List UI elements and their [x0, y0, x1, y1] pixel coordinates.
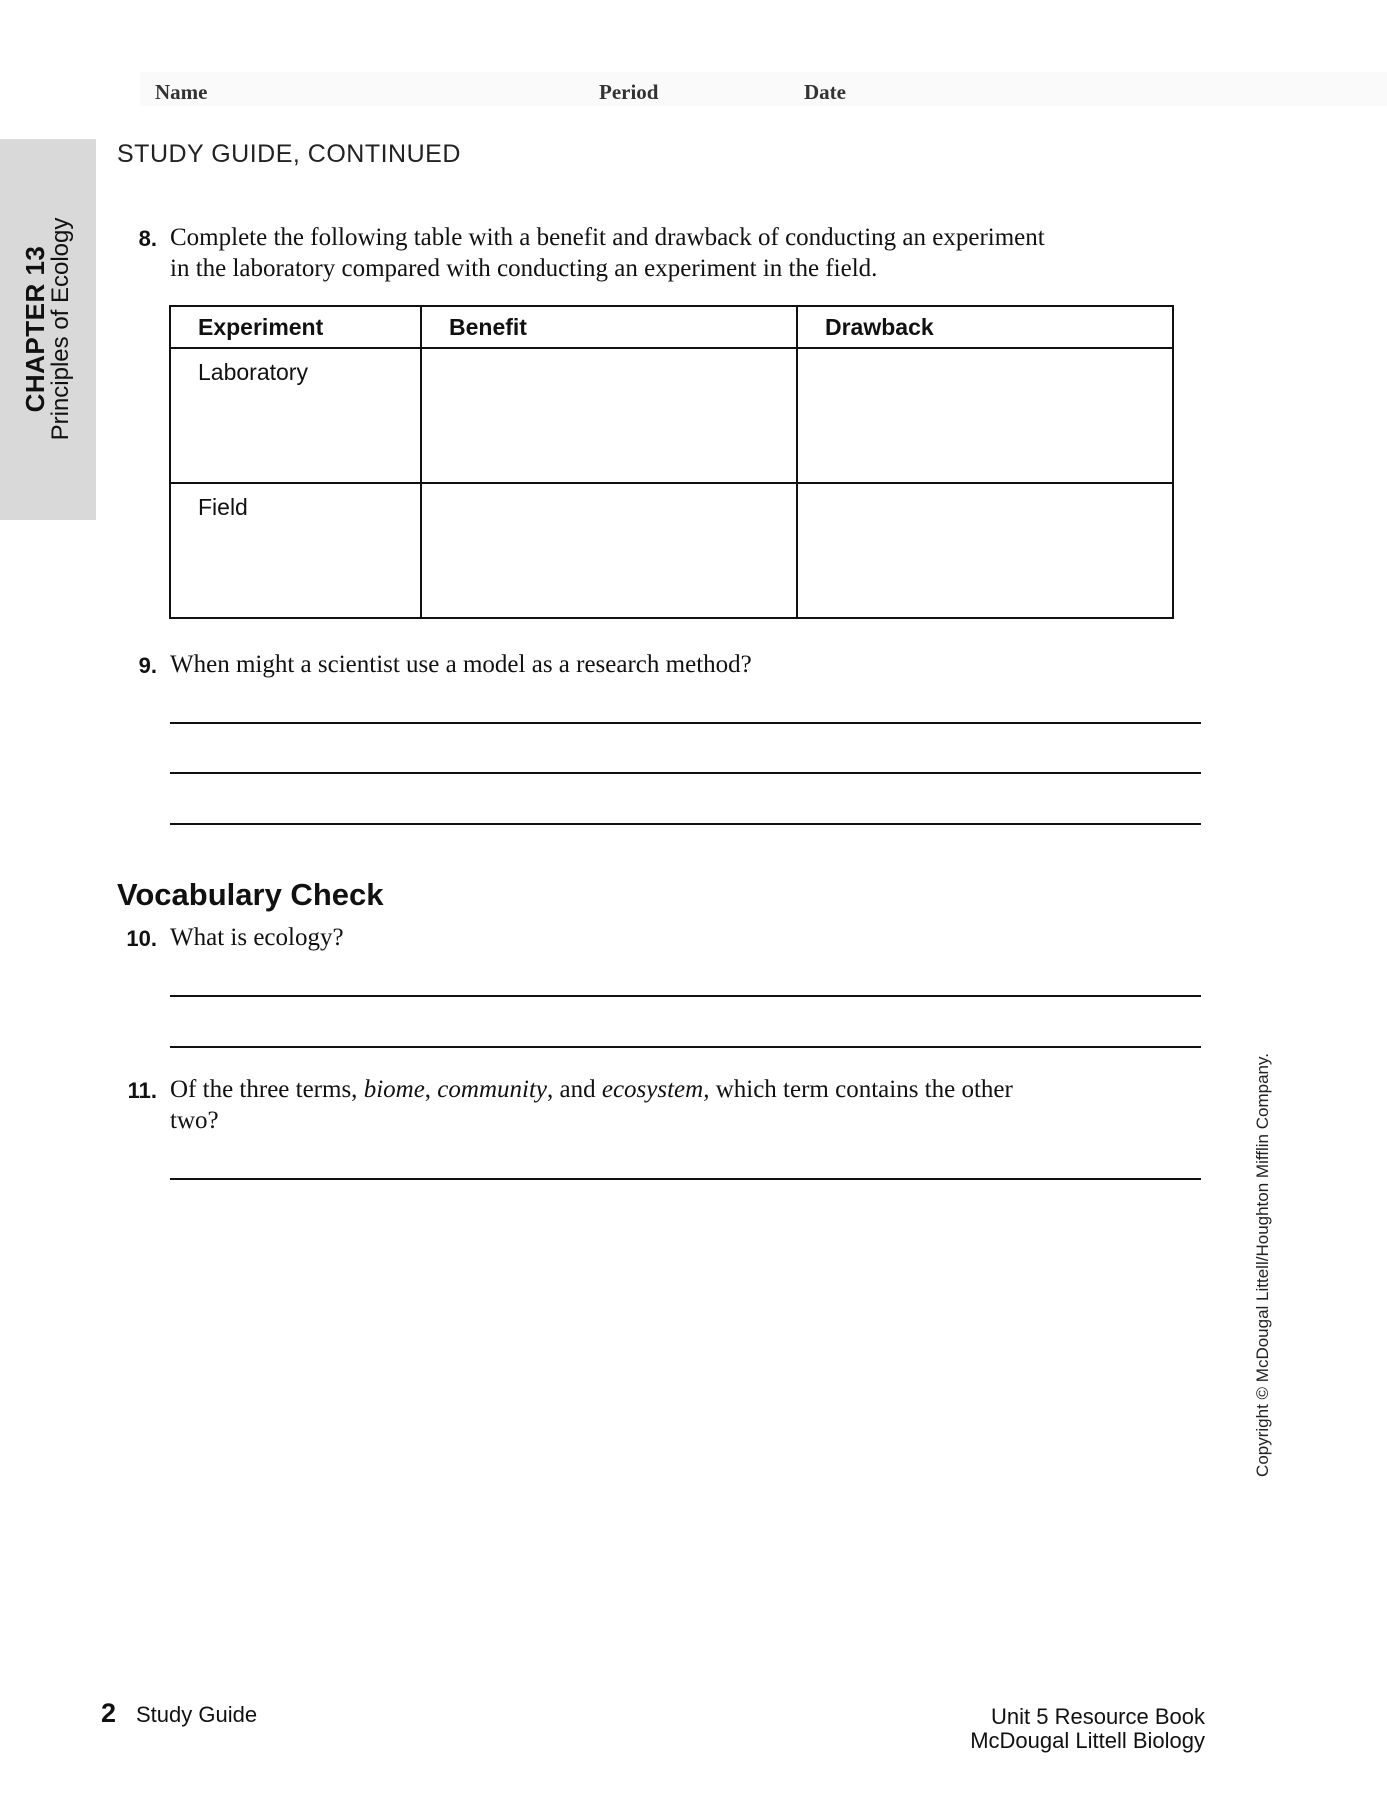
footer-resource-book: Unit 5 Resource Book — [991, 1704, 1205, 1729]
term-biome: biome — [363, 1076, 425, 1103]
table-row-laboratory — [170, 348, 1173, 483]
vocabulary-check-heading: Vocabulary Check — [117, 877, 384, 912]
header-drawback: Drawback — [797, 306, 1173, 348]
question-9-text: When might a scientist use a model as a research method? — [170, 651, 752, 678]
answer-line-q10-1[interactable] — [170, 995, 1201, 997]
question-11-text — [170, 1074, 1013, 1136]
header-experiment: Experiment — [170, 306, 421, 348]
section-heading: STUDY GUIDE, CONTINUED — [117, 140, 461, 168]
q11-sep-2: , and — [547, 1076, 602, 1103]
table-header-row — [170, 306, 1173, 348]
answer-line-q9-3[interactable] — [170, 823, 1201, 825]
question-8-number: 8. — [138, 226, 157, 251]
table-row-field — [170, 483, 1173, 618]
answer-line-q9-1[interactable] — [170, 722, 1201, 724]
date-label: Date — [804, 80, 846, 104]
footer-publisher: McDougal Littell Biology — [970, 1728, 1205, 1753]
term-ecosystem: ecosystem, — [601, 1076, 710, 1103]
name-label: Name — [155, 80, 208, 104]
footer-book-info — [940, 1705, 1205, 1753]
answer-line-q11-1[interactable] — [170, 1178, 1201, 1180]
cell-laboratory-benefit[interactable] — [421, 348, 797, 483]
question-8-text — [170, 222, 1045, 284]
q11-suffix: which term contains the other — [709, 1076, 1013, 1103]
q11-prefix: Of the three terms, — [170, 1076, 364, 1103]
footer-study-guide: Study Guide — [136, 1702, 258, 1727]
question-11-line-1 — [170, 1074, 1013, 1105]
answer-line-q10-2[interactable] — [170, 1046, 1201, 1048]
copyright-notice: Copyright © McDougal Littell/Houghton Mifflin Company. — [1253, 1053, 1272, 1477]
question-11-line-2: two? — [170, 1107, 219, 1134]
answer-line-q9-2[interactable] — [170, 772, 1201, 774]
cell-laboratory-label: Laboratory — [170, 348, 421, 483]
question-8-line-1: Complete the following table with a benefit and drawback of conducting an experiment — [170, 224, 1045, 251]
cell-field-drawback[interactable] — [797, 483, 1173, 618]
question-8-line-2: in the laboratory compared with conducting an experiment in the field. — [170, 255, 878, 282]
header-band — [140, 72, 1387, 106]
question-11-number: 11. — [127, 1078, 157, 1103]
chapter-side-tab — [0, 139, 96, 520]
q11-sep-1: , — [424, 1076, 438, 1103]
experiment-table — [169, 305, 1174, 619]
question-9-number: 9. — [138, 653, 157, 678]
chapter-subtitle: Principles of Ecology — [47, 217, 74, 441]
cell-laboratory-drawback[interactable] — [797, 348, 1173, 483]
page-number: 2 — [101, 1698, 117, 1728]
header-benefit: Benefit — [421, 306, 797, 348]
period-label: Period — [599, 80, 659, 104]
chapter-label: CHAPTER 13 — [20, 245, 50, 413]
term-community: community — [437, 1076, 547, 1103]
question-10-number: 10. — [126, 926, 157, 951]
cell-field-benefit[interactable] — [421, 483, 797, 618]
question-10-text: What is ecology? — [170, 924, 344, 951]
cell-field-label: Field — [170, 483, 421, 618]
